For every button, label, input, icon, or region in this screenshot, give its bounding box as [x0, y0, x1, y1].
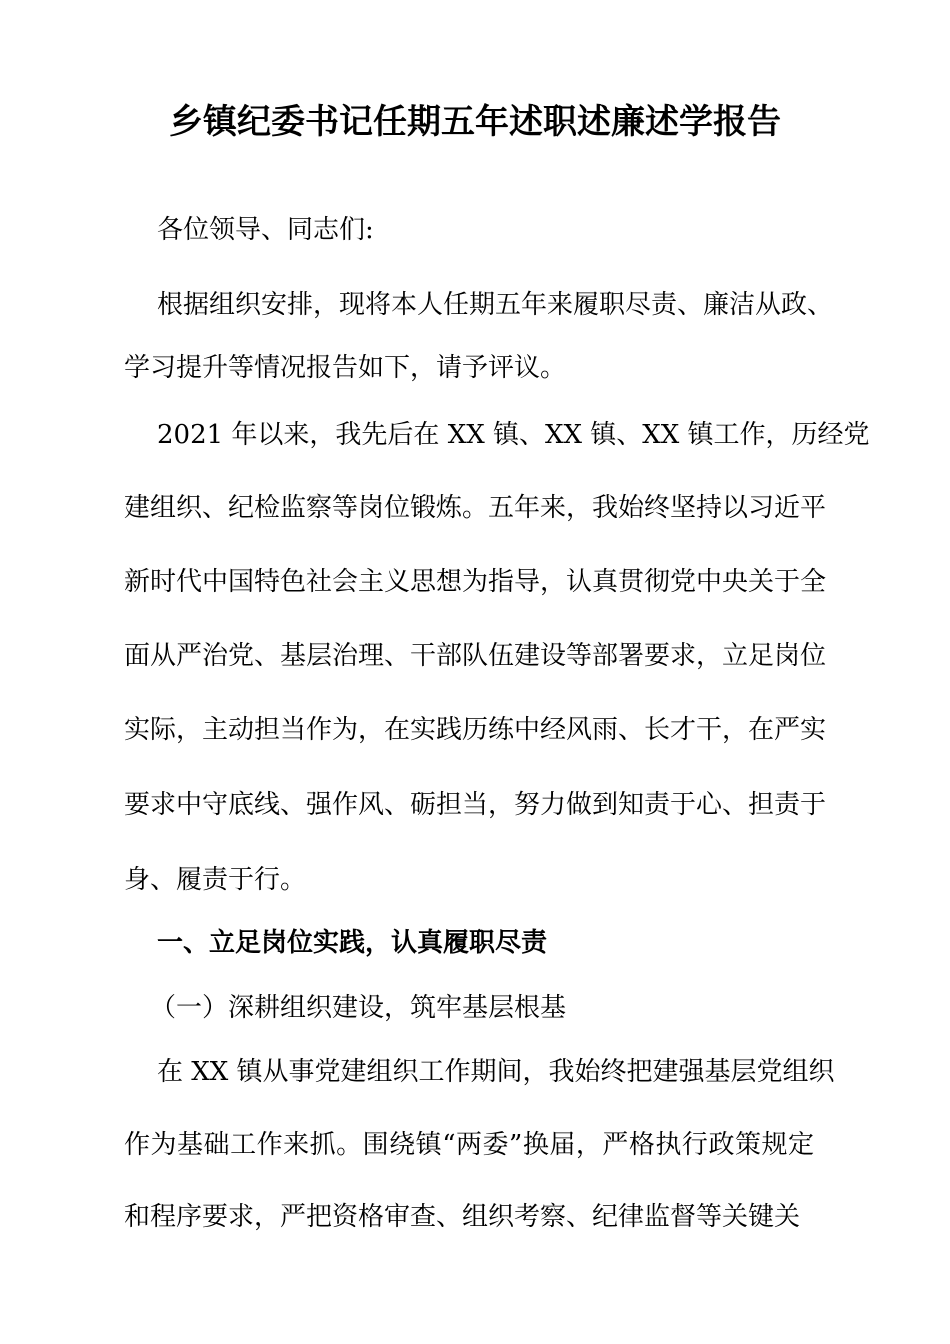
section-heading: 一、立足岗位实践，认真履职尽责 [157, 928, 548, 958]
paragraph-line: 和程序要求，严把资格审查、组织考察、纪律监督等关键关 [124, 1202, 801, 1232]
paragraph-line: 新时代中国特色社会主义思想为指导，认真贯彻党中央关于全 [124, 567, 827, 597]
paragraph-line: 面从严治党、基层治理、干部队伍建设等部署要求，立足岗位 [124, 641, 827, 671]
paragraph-line: 身、履责于行。 [124, 865, 307, 895]
salutation: 各位领导、同志们: [157, 215, 374, 245]
document-title: 乡镇纪委书记任期五年述职述廉述学报告 [169, 102, 781, 142]
paragraph-line: 要求中守底线、强作风、砺担当，努力做到知责于心、担责于 [124, 790, 827, 820]
subsection-heading: （一）深耕组织建设，筑牢基层根基 [150, 993, 567, 1023]
paragraph-line: 学习提升等情况报告如下，请予评议。 [124, 353, 567, 383]
paragraph-line: 作为基础工作来抓。围绕镇“两委”换届，严格执行政策规定 [124, 1130, 814, 1160]
paragraph-line: 建组织、纪检监察等岗位锻炼。五年来，我始终坚持以习近平 [124, 493, 827, 523]
paragraph-line: 在 XX 镇从事党建组织工作期间，我始终把建强基层党组织 [157, 1057, 835, 1087]
paragraph-line: 实际，主动担当作为，在实践历练中经风雨、长才干，在严实 [124, 715, 827, 745]
paragraph-line: 根据组织安排，现将本人任期五年来履职尽责、廉洁从政、 [157, 290, 834, 320]
paragraph-line: 2021 年以来，我先后在 XX 镇、XX 镇、XX 镇工作，历经党 [157, 420, 870, 450]
